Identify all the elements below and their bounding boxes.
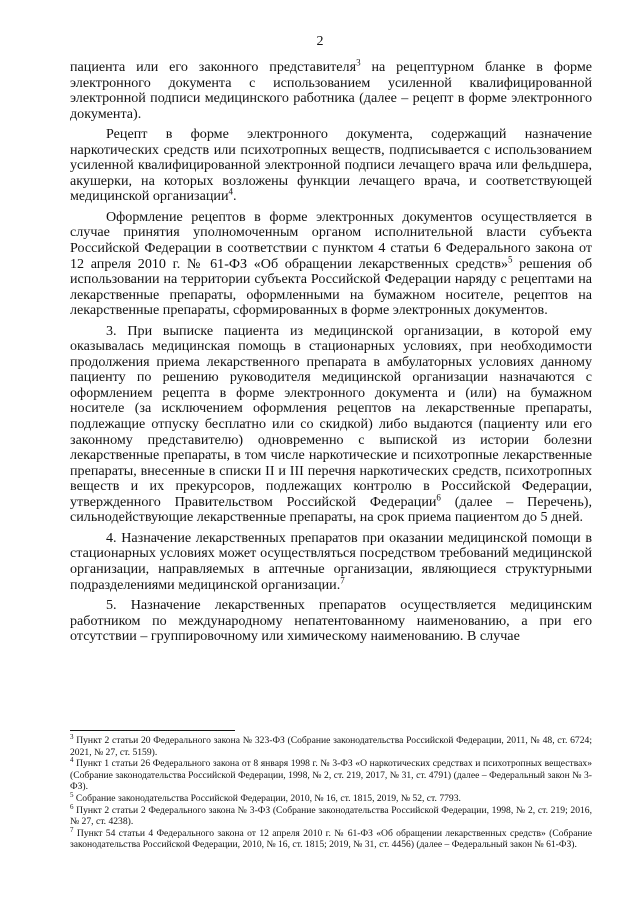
paragraph-electronic-signature xyxy=(70,127,592,205)
footnote-ref: 6 xyxy=(436,492,441,503)
footnote-6 xyxy=(70,802,592,828)
footnotes xyxy=(70,732,592,851)
paragraph-text: пациента или его законного представителя xyxy=(70,59,357,75)
paragraph-item-5 xyxy=(70,598,592,645)
footnote-ref: 4 xyxy=(228,186,233,197)
paragraph-text: Рецепт в форме электронного документа, содержащий назначение наркотических средств или психотропных веществ, подписывается с использованием усиленной квалифицированной электронной подписи лечащего врача или фельдшера, акушерки, на которых возложены функции лечащего врача, и соответствующей медицинской организации xyxy=(70,126,592,205)
footnote-ref: 7 xyxy=(340,574,345,585)
paragraph-text: Оформление рецептов в форме электронных документов осуществляется в случае принятия уполномоченным органом исполнительной власти субъекта Российской Федерации в соответствии с пунктом 4 статьи 6 Федерального закона от 12 апреля 2010 г. № 61-ФЗ «Об обращении лекарственных средств» xyxy=(70,208,592,272)
footnote-number: 3 xyxy=(70,732,74,741)
paragraph-text: (далее – Перечень), сильнодействующие лекарственные препараты, на срок приема пациентом до 5 дней. xyxy=(70,493,592,526)
footnote-7 xyxy=(70,825,592,851)
footnote-4 xyxy=(70,758,592,793)
paragraph-electronic-documents xyxy=(70,210,592,319)
paragraph-continuation xyxy=(70,57,592,122)
footnote-text: Собрание законодательства Российской Федерации, 2010, № 16, ст. 1815, 2019, № 52, ст. 7793. xyxy=(73,792,461,804)
paragraph-item-4 xyxy=(70,531,592,593)
paragraph-text: 5. Назначение лекарственных препаратов осуществляется медицинским работником по международному непатентованному наименованию, а при его отсутствии – группировочному или химическому наименованию. В случае xyxy=(70,597,592,645)
footnote-divider xyxy=(70,730,235,731)
footnote-text: Пункт 2 статьи 2 Федерального закона № 3-ФЗ (Собрание законодательства Российской Федерации, 1998, № 2, ст. 219; 2016, № 27, ст. 4238). xyxy=(70,804,592,828)
footnote-3 xyxy=(70,732,592,758)
footnote-text: Пункт 1 статьи 26 Федерального закона от 8 января 1998 г. № 3-ФЗ «О наркотических средствах и психотропных веществах» (Собрание законодательства Российской Федерации, 1998, № 2, ст. 219, 2017, № 31, ст. 4791) (далее – Федеральный закон № 3-ФЗ). xyxy=(70,758,592,793)
paragraph-text: 3. При выписке пациента из медицинской организации, в которой ему оказывалась медицинская помощь в стационарных условиях, при необходимости продолжения приема лекарственного препарата в амбулаторных условиях данному пациенту по решению руководителя медицинской организации назначаются с оформлением рецепта в форме электронного документа и (или) на бумажном носителе (за исключением оформления рецептов на лекарственные препараты, подлежащие отпуску бесплатно или со скидкой) либо выдаются (пациенту или его законному представителю) одновременно с выпиской из истории болезни лекарственные препараты, в том числе наркотические и психотропные лекарственные препараты, внесенные в списки II и III перечня наркотических средств, психотропных веществ и их прекурсоров, подлежащих контролю в Российской Федерации, утвержденного Правительством Российской Федерации xyxy=(70,322,592,510)
footnote-number: 6 xyxy=(70,802,74,811)
footnote-number: 4 xyxy=(70,756,74,764)
footnote-ref: 3 xyxy=(356,57,361,68)
paragraph-item-3 xyxy=(70,324,592,526)
footnote-text: Пункт 54 статьи 4 Федерального закона от 12 апреля 2010 г. № 61-ФЗ «Об обращении лекарственных средств» (Собрание законодательства Российской Федерации, 2010, № 16, ст. 1815; 2019, № 31, ст. 4456) (далее – Федеральный закон № 61-ФЗ). xyxy=(70,827,592,851)
paragraph-text: решения об использовании на территории субъекта Российской Федерации наряду с рецептами на лекарственные препараты, оформленными на бумажном носителе, рецептов на лекарственные препараты, сформированных в форме электронных документов. xyxy=(70,255,592,319)
page-number: 2 xyxy=(316,34,324,49)
paragraph-text: 4. Назначение лекарственных препаратов при оказании медицинской помощи в стационарных условиях может осуществляться посредством требований медицинской организации, направляемых в аптечные организации, являющиеся структурными подразделениями медицинской организации. xyxy=(70,529,592,593)
footnote-number: 5 xyxy=(70,790,74,799)
footnote-5 xyxy=(70,790,592,805)
footnote-number: 7 xyxy=(70,825,74,834)
paragraph-text: на рецептурном бланке в форме электронного документа с использованием усиленной квалифицированной электронной подписи медицинского работника (далее – рецепт в форме электронного документа). xyxy=(70,59,592,122)
footnote-ref: 5 xyxy=(508,253,513,264)
paragraph-text: . xyxy=(233,188,237,205)
body-text xyxy=(70,57,592,650)
footnote-text: Пункт 2 статьи 20 Федерального закона № 323-ФЗ (Собрание законодательства Российской Федерации, 2011, № 48, ст. 6724; 2021, № 27, ст. 5159). xyxy=(70,735,592,758)
